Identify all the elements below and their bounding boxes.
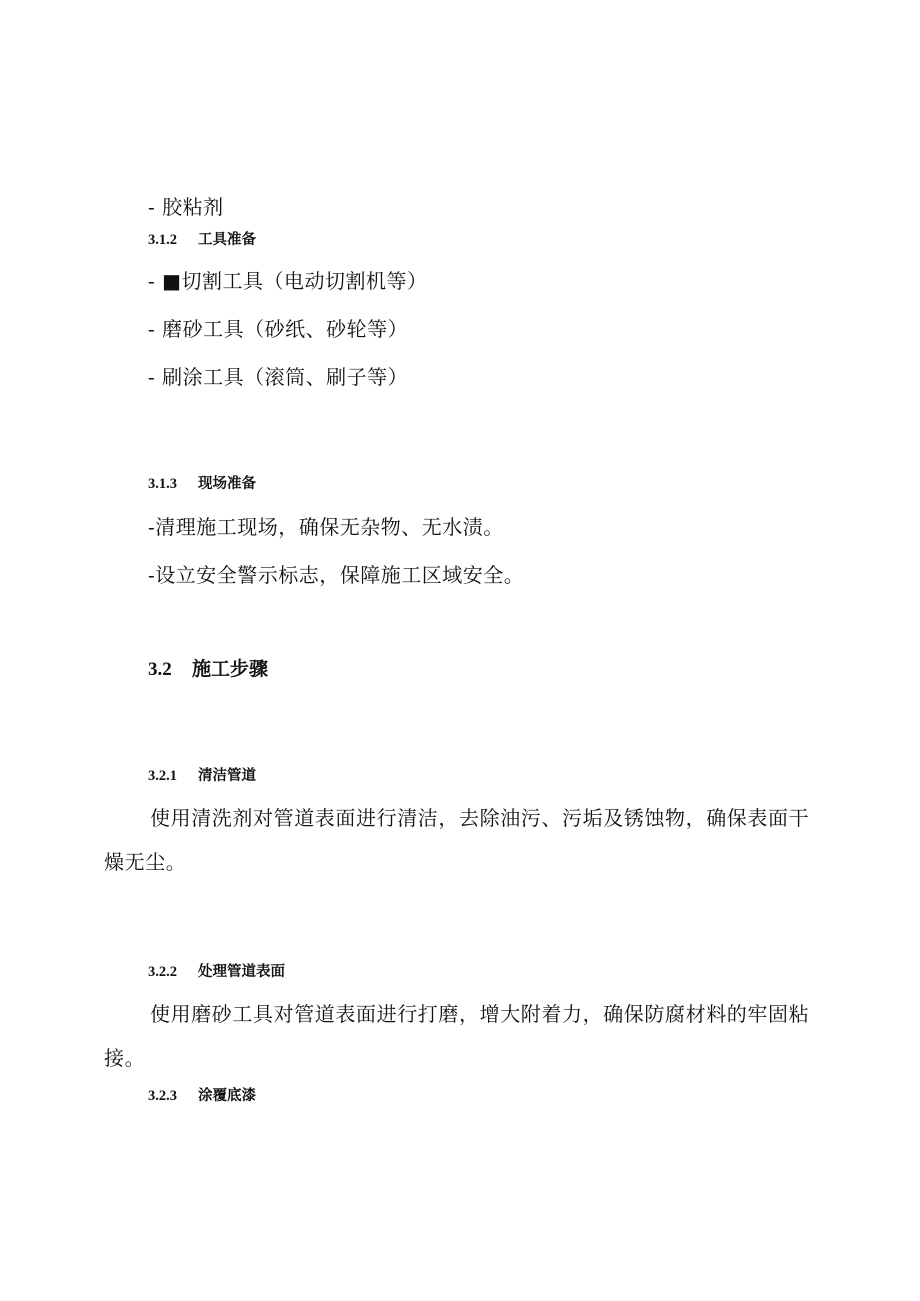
subsection-heading-3-1-2 <box>148 230 256 250</box>
list-item-brushing-tools: - 刷涂工具（滚筒、刷子等） <box>148 365 409 389</box>
subsection-title: 处理管道表面 <box>198 964 285 980</box>
subsection-number: 3.2.3 <box>148 1088 177 1104</box>
section-number: 3.2 <box>148 659 172 680</box>
list-item-cutting-tools: - ■切割工具（电动切割机等） <box>148 269 428 293</box>
section-heading-3-2 <box>148 656 268 683</box>
subsection-title: 工具准备 <box>198 232 256 248</box>
paragraph-treat-surface: 使用磨砂工具对管道表面进行打磨，增大附着力，确保防腐材料的牢固粘接。 <box>104 1002 810 1070</box>
list-item-adhesive: - 胶粘剂 <box>148 195 224 219</box>
subsection-title: 现场准备 <box>198 476 256 492</box>
section-title: 施工步骤 <box>192 658 269 680</box>
subsection-number: 3.2.1 <box>148 768 177 784</box>
list-item-warning-signs: -设立安全警示标志，保障施工区域安全。 <box>148 563 525 587</box>
subsection-number: 3.1.2 <box>148 232 177 248</box>
subsection-heading-3-2-1 <box>148 766 256 786</box>
subsection-title: 清洁管道 <box>198 768 256 784</box>
subsection-number: 3.1.3 <box>148 476 177 492</box>
subsection-heading-3-1-3 <box>148 474 256 494</box>
subsection-number: 3.2.2 <box>148 964 177 980</box>
paragraph-clean-pipe: 使用清洗剂对管道表面进行清洁，去除油污、污垢及锈蚀物，确保表面干燥无尘。 <box>104 806 810 874</box>
list-item-sanding-tools: - 磨砂工具（砂纸、砂轮等） <box>148 317 409 341</box>
subsection-heading-3-2-3 <box>148 1086 256 1106</box>
subsection-title: 涂覆底漆 <box>198 1088 256 1104</box>
list-item-clean-site: -清理施工现场，确保无杂物、无水渍。 <box>148 515 504 539</box>
subsection-heading-3-2-2 <box>148 962 285 982</box>
